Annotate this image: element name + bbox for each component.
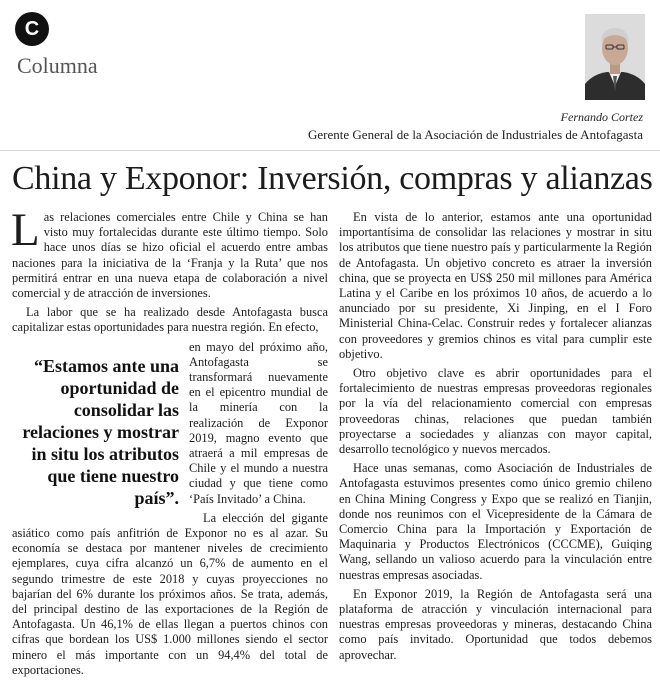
author-name: Fernando Cortez — [560, 110, 643, 124]
pull-quote: “Estamos ante una oportunidad de consolidar las relaciones y mostrar in situ los atributos que tiene nuestro país”. — [22, 355, 179, 508]
section-label: Columna — [17, 53, 98, 78]
left-paragraph-3: La elección del gigante asiático como país anfitrión de Exponor no es al azar. Su economía se destaca por mantener niveles de crecimiento ejemplares, cuya cifra alcanzó un 6,7% de aumento en el segundo trimestre de este 2018 y cuyas proyecciones no bajarían del 6% durante los próximos años. Se trata, además, del principal destino de las exportaciones de la Región de Antofagasta. Un 46,1% de ellas llegan a puertos chinos con cifras que bordean los US$ 1.000 millones siendo el sector minero el más importante con un 94,4% del total de exportaciones. — [12, 510, 328, 677]
left-paragraph-2: La labor que se ha realizado desde Antofagasta busca capitalizar estas oportunidades para nuestra región. En efecto, — [12, 305, 328, 335]
article-headline: China y Exponor: Inversión, compras y alianzas — [12, 160, 653, 197]
left-paragraph-2-continued: en mayo del próximo año, Antofagasta se transformará nuevamente en el epicentro mundial de la minería con la realización de Exponor 2019, magno evento que atraerá a mil empresas de Chile y el mundo a nuestra ciudad y que tiene como ‘País Invitado’ a China. — [189, 339, 328, 506]
section-badge: C — [15, 12, 49, 46]
header-divider — [0, 150, 660, 151]
left-paragraph-1 — [11, 204, 328, 301]
right-column — [339, 210, 652, 667]
right-paragraph-1: En vista de lo anterior, estamos ante una oportunidad importantísima de consolidar las relaciones y mostrar in situ los atributos que tiene nuestro país y particularmente la Región de Antofagasta. Un objetivo concreto es atraer la inversión china, que se proyecta en US$ 250 mil millones para América Latina y el Caribe en los próximos 10 años, de acuerdo a lo anunciado por su presidente, Xi Jinping, en el I Foro Ministerial China-Celac. Construir redes y fortalecer alianzas con proveedores y gremios chinos es vital para cumplir este objetivo. — [339, 210, 652, 361]
right-paragraph-3: Hace unas semanas, como Asociación de Industriales de Antofagasta estuvimos presentes como único gremio chileno en China Mining Congress y Expo que se realizó en Tianjin, donde nos reunimos con el Vicepresidente de la Cámara de Comercio China para la Importación y Exportación de Maquinaria y Productos Electrónicos (CCCME), Guiqing Wang, sellando un valioso acuerdo para la vinculación entre nuestras empresas asociadas. — [339, 461, 652, 582]
right-paragraph-4: En Exponor 2019, la Región de Antofagasta será una plataforma de atracción y vinculación internacional para nuestras empresas proveedoras y mineras, destacando China como país invitado. Oportunidad que todos debemos aprovechar. — [339, 586, 652, 662]
right-paragraph-2: Otro objetivo clave es abrir oportunidades para el fortalecimiento de nuestras empresas proveedoras regionales por la vía del relacionamiento comercial con empresas proveedoras chinas, relaciones que puedan también proyectarse a sociedades y alianzas con mayor capital, desarrollo tecnológico y nuevos mercados. — [339, 366, 652, 457]
left-column — [11, 204, 328, 682]
author-portrait — [585, 14, 645, 100]
author-role: Gerente General de la Asociación de Industriales de Antofagasta — [308, 127, 643, 142]
left-paragraph-1-text: as relaciones comerciales entre Chile y China se han visto muy fortalecidas durante este último tiempo. Solo hace unos días se hizo oficial el acuerdo entre ambas naciones para la iniciativa de la ‘Franja y la Ruta’ que nos permitirá entrar en una nueva etapa de colaboración a nivel comercial y de atracción de inversiones. — [12, 210, 328, 301]
drop-cap: L — [11, 204, 40, 256]
